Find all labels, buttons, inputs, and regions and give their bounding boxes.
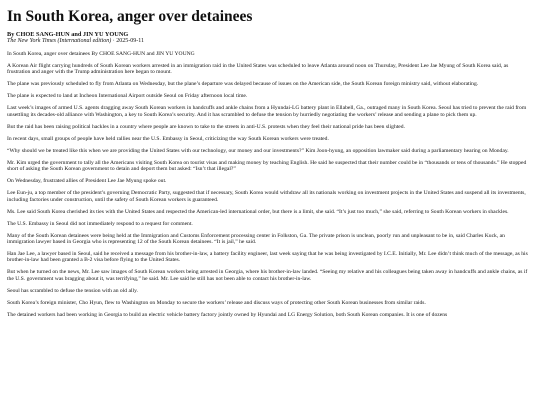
article-paragraph: Many of the South Korean detainees were being held at the Immigration and Customs Enforcement processing center in Folkston, Ga. The private prison is unclean, poorly run and unpleasant to be in, said Charles Kuck, an immigration lawyer based in Georgia who is representing 12 of the South Korean detainees. “It is jail,” he said. bbox=[7, 232, 505, 246]
article-paragraph: But when he turned on the news, Mr. Lee saw images of South Korean workers being arrested in Georgia, where his brother-in-law landed. “Seeing my relative and his colleagues being taken away in handcuffs and ankle chains, as if the U.S. government was bragging about it, was terrifying,” he said. Mr. Lee said he still has not been able to contact his brother-in-law. bbox=[7, 269, 528, 282]
publication-name: The New York Times (International edition) bbox=[7, 38, 112, 44]
article-paragraph: Han Jae Lee, a lawyer based in Seoul, said he received a message from his brother-in-law, a battery facility engineer, last week saying that he was being investigated by I.C.E. Initially, Mr. Lee didn’t think much of the message, as his brother-in-law had been granted a B-2 visa before flying to the United States. bbox=[7, 251, 528, 264]
article-paragraph: South Korea’s foreign minister, Cho Hyun, flew to Washington on Monday to secure the workers’ release and discuss ways of protecting other South Korean businesses from similar raids. bbox=[7, 299, 426, 306]
article-paragraph: In South Korea, anger over detainees By CHOE SANG-HUN and JIN YU YOUNG bbox=[7, 51, 195, 57]
article-paragraph: Mr. Kim urged the government to tally all the Americans visiting South Korea on tourist visas and making money by teaching English. He said he suspected that their number could be in “thousands or tens of thousands.” He stopped short of asking the South Korean government to detain and deport them but asked: “Isn’t that illegal?” bbox=[7, 159, 527, 173]
publication-date: 2025-09-11 bbox=[116, 38, 145, 44]
article-paragraph: In recent days, small groups of people have held rallies near the U.S. Embassy in Seoul, criticizing the way South Korean workers were treated. bbox=[7, 135, 329, 142]
article-paragraph: On Wednesday, frustrated allies of President Lee Jae Myung spoke out. bbox=[7, 178, 167, 185]
byline: By CHOE SANG-HUN and JIN YU YOUNG bbox=[7, 31, 129, 38]
article-paragraph: A Korean Air flight carrying hundreds of South Korean workers arrested in an immigration raid in the United States was scheduled to leave Atlanta around noon on Thursday, President Lee Jae Myung of South Korea said, as frustration and anger with the Trump administration here began to mount. bbox=[7, 63, 509, 76]
separator: · bbox=[112, 38, 115, 44]
article-paragraph: Ms. Lee said South Korea cherished its ties with the United States and respected the American-led international order, but there is a limit, she said. “It’s just too much,” she said, referring to South Korean workers in shackles. bbox=[7, 208, 509, 215]
article-paragraph: The detained workers had been working in Georgia to build an electric vehicle battery factory jointly owned by Hyundai and LG Energy Solution, both South Korean companies. It is one of dozens bbox=[7, 311, 448, 318]
article-paragraph: The plane was previously scheduled to fly from Atlanta on Wednesday, but the plane’s departure was delayed because of issues on the American side, the South Korean foreign ministry said, without elaborating. bbox=[7, 81, 479, 88]
article-paragraph: Lee Eun-ju, a top member of the president’s governing Democratic Party, suggested that if necessary, South Korea would withdraw all its nationals working on investment projects in the United States and suspend all its investments, including factories under construction, until the safety of South Korean workers is guaranteed. bbox=[7, 190, 526, 203]
headline: In South Korea, anger over detainees bbox=[7, 8, 253, 25]
article-paragraph: The U.S. Embassy in Seoul did not immediately respond to a request for comment. bbox=[7, 220, 193, 227]
source-line bbox=[7, 38, 532, 45]
article-paragraph: “Why should we be treated like this when we are providing the United States with our technology, our money and our investments?” Kim Joon-hyung, an opposition lawmaker said during a parliamentary hearing on Monday. bbox=[7, 147, 509, 154]
article-paragraph: But the raid has been raising political hackles in a country where people are known to take to the streets in anti-U.S. protests when they feel their national pride has been slighted. bbox=[7, 123, 405, 130]
article-paragraph: Seoul has scrambled to defuse the tension with an old ally. bbox=[7, 287, 138, 294]
article-body bbox=[7, 51, 532, 318]
article-paragraph: The plane is expected to land at Incheon International Airport outside Seoul on Friday afternoon local time. bbox=[7, 93, 248, 100]
article-paragraph: Last week’s images of armed U.S. agents dragging away South Korean workers in handcuffs and ankle chains from a Hyundai-LG battery plant in Ellabell, Ga., outraged many in South Korea. Seoul has tried to prevent the raid from unsettling its decades-old alliance with Washington, a key to South Korea’s security. And it has scrambled to defuse the tension by hurriedly negotiating the workers’ release and sending a plane to pick them up. bbox=[7, 105, 527, 118]
